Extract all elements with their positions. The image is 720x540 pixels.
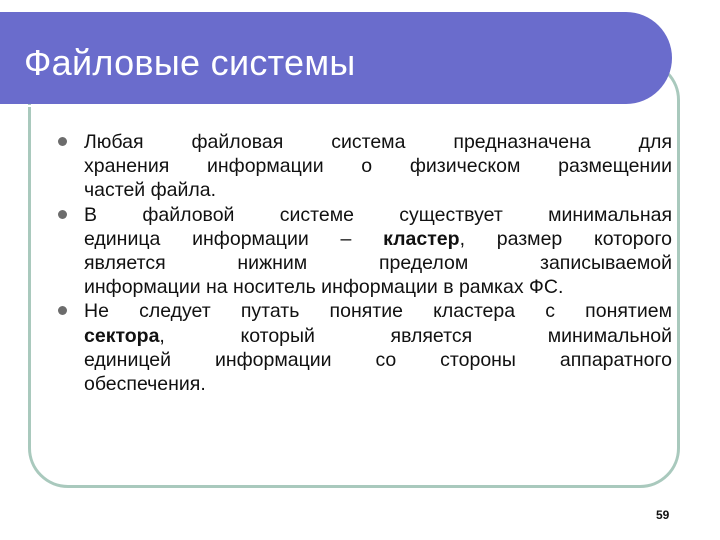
- title-underline: [0, 105, 636, 107]
- bullet-3-line-4: обеспечения.: [84, 373, 206, 396]
- bullet-dot-icon: [58, 306, 67, 315]
- bullet-1-line-2: хранения информации о физическом размещении: [84, 155, 672, 178]
- bullet-dot-icon: [58, 210, 67, 219]
- slide-title: Файловые системы: [24, 42, 356, 83]
- title-bar: [0, 12, 672, 104]
- bullet-item-1: [58, 130, 672, 203]
- bullet-item-3: [58, 299, 672, 396]
- bullet-2-line-2: [84, 227, 672, 251]
- term-sector: сектора: [84, 324, 160, 347]
- bullet-3-line-3: единицей информации со стороны аппаратного: [84, 348, 672, 371]
- bullet-3-line-2: [84, 324, 672, 348]
- bullet-2-line-1: В файловой системе существует минимальная: [84, 203, 672, 226]
- page-number: 59: [656, 508, 670, 522]
- bullet-1-line-3: частей файла.: [84, 179, 217, 202]
- bullet-3-text-after: , который является минимальной: [159, 324, 672, 347]
- bullet-dot-icon: [58, 137, 67, 146]
- bullet-2-text-after: , размер которого: [459, 227, 672, 250]
- bullet-2-text-before: единица информации –: [84, 227, 384, 250]
- bullet-2-line-3: является нижним пределом записываемой: [84, 252, 672, 275]
- term-cluster: кластер: [383, 227, 460, 250]
- bullet-list: [58, 130, 672, 396]
- bullet-2-line-4: информации на носитель информации в рамках ФС.: [84, 276, 564, 299]
- bullet-3-line-1: Не следует путать понятие кластера с понятием: [84, 300, 672, 323]
- bullet-1-line-1: Любая файловая система предназначена для: [84, 131, 672, 153]
- bullet-item-2: [58, 203, 672, 300]
